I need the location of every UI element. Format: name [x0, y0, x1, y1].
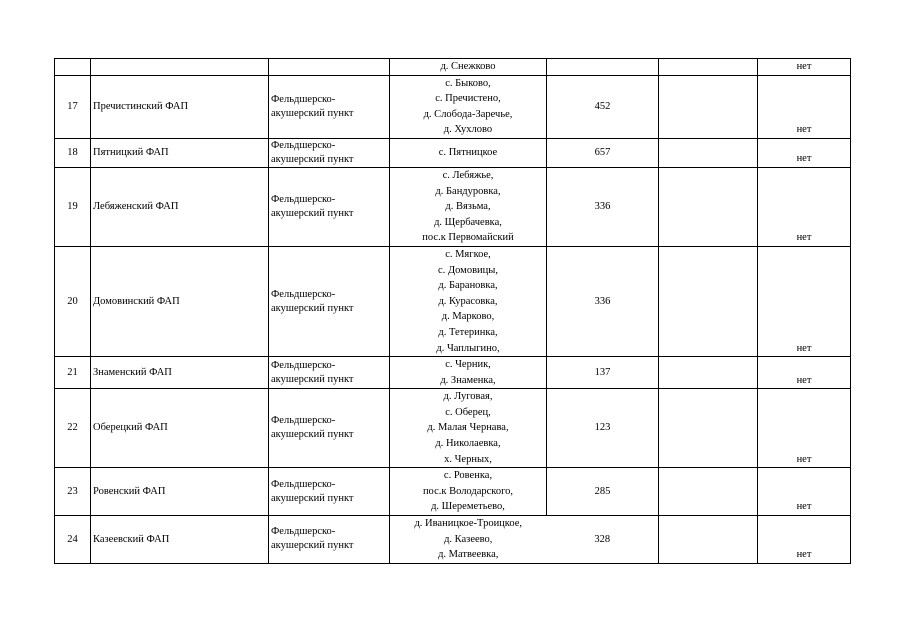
cell-name	[91, 59, 269, 76]
table-row	[55, 246, 851, 356]
cell-num: 21	[55, 357, 91, 389]
table-row	[55, 75, 851, 138]
cell-num: 18	[55, 138, 91, 167]
cell-empty	[659, 389, 758, 468]
cell-type	[269, 138, 390, 167]
cell-num: 17	[55, 75, 91, 138]
cell-name: Казеевский ФАП	[91, 516, 269, 564]
cell-settlements	[390, 357, 547, 389]
cell-num: 20	[55, 246, 91, 356]
settlement-line: пос.к Первомайский	[422, 232, 514, 244]
type-line: акушерский пункт	[271, 302, 354, 314]
settlement-line: д. Щербачевка,	[434, 216, 502, 228]
table-row	[55, 468, 851, 516]
settlement-line: пос.к Володарского,	[422, 485, 514, 497]
settlement-line: х. Черных,	[444, 453, 492, 465]
type-line: Фельдшерско-	[271, 288, 336, 300]
settlement-line: д. Снежково	[440, 61, 496, 72]
type-line: акушерский пункт	[271, 429, 354, 441]
settlement-line: с. Оберец,	[445, 406, 491, 418]
cell-empty	[659, 468, 758, 516]
cell-population: 657	[547, 138, 659, 167]
cell-name: Оберецкий ФАП	[91, 389, 269, 468]
cell-status: нет	[758, 75, 851, 138]
cell-name: Лебяженский ФАП	[91, 167, 269, 246]
cell-type	[269, 516, 390, 564]
settlement-line: с. Домовицы,	[438, 264, 498, 276]
cell-name: Домовинский ФАП	[91, 246, 269, 356]
cell-num: 23	[55, 468, 91, 516]
settlement-line: д. Малая Чернава,	[427, 422, 509, 434]
table-row-continued	[55, 59, 851, 76]
table-body	[55, 59, 851, 564]
type-line: акушерский пункт	[271, 373, 354, 385]
settlement-line: д. Иваницкое-Троицкое,	[414, 518, 523, 530]
cell-name: Пятницкий ФАП	[91, 138, 269, 167]
cell-status: нет	[758, 246, 851, 356]
settlement-line: д. Казеево,	[444, 533, 493, 545]
table-row	[55, 516, 851, 564]
settlement-line: с. Мягкое,	[445, 248, 491, 260]
type-line: Фельдшерско-	[271, 93, 336, 105]
table-row	[55, 167, 851, 246]
settlement-line: д. Бандуровка,	[435, 185, 501, 197]
settlement-line: д. Хухлово	[443, 124, 493, 136]
cell-empty	[659, 59, 758, 76]
settlement-line: д. Шереметьево,	[431, 501, 505, 513]
cell-type	[269, 389, 390, 468]
cell-empty	[659, 75, 758, 138]
settlement-line: д. Чаплыгино,	[436, 342, 500, 354]
table-row	[55, 389, 851, 468]
type-line: Фельдшерско-	[271, 415, 336, 427]
settlement-line: с. Быково,	[445, 77, 491, 89]
settlement-line: д. Слобода-Заречье,	[423, 108, 513, 120]
cell-status: нет	[758, 468, 851, 516]
fap-table	[54, 58, 851, 564]
settlement-line: с. Черник,	[445, 359, 491, 371]
cell-empty	[659, 167, 758, 246]
cell-empty	[659, 516, 758, 564]
cell-type	[269, 246, 390, 356]
cell-status: нет	[758, 59, 851, 76]
settlement-line: д. Вязьма,	[445, 201, 491, 213]
cell-empty	[659, 357, 758, 389]
cell-settlements	[390, 389, 547, 468]
cell-num: 19	[55, 167, 91, 246]
cell-population: 137	[547, 357, 659, 389]
settlement-line: д. Курасовка,	[438, 295, 498, 307]
cell-population: 328	[547, 516, 659, 564]
cell-status: нет	[758, 357, 851, 389]
cell-settlements	[390, 246, 547, 356]
type-line: акушерский пункт	[271, 492, 354, 504]
type-line: акушерский пункт	[271, 207, 354, 219]
type-line: Фельдшерско-	[271, 139, 336, 151]
cell-name: Пречистинский ФАП	[91, 75, 269, 138]
type-line: акушерский пункт	[271, 153, 354, 165]
cell-num: 24	[55, 516, 91, 564]
cell-status: нет	[758, 138, 851, 167]
cell-type	[269, 357, 390, 389]
table-row	[55, 357, 851, 389]
settlement-line: с. Лебяжье,	[442, 169, 494, 181]
type-line: Фельдшерско-	[271, 478, 336, 490]
settlement-line: д. Барановка,	[438, 280, 498, 292]
cell-settlements	[390, 59, 547, 76]
cell-type	[269, 59, 390, 76]
cell-population: 285	[547, 468, 659, 516]
settlement-line: с. Ровенка,	[443, 470, 493, 482]
cell-name: Ровенский ФАП	[91, 468, 269, 516]
settlement-line: д. Тетеринка,	[438, 326, 498, 338]
cell-status: нет	[758, 516, 851, 564]
cell-type	[269, 468, 390, 516]
cell-population: 336	[547, 167, 659, 246]
settlement-line: д. Матвеевка,	[438, 549, 499, 561]
cell-population: 123	[547, 389, 659, 468]
settlement-line: д. Марково,	[441, 311, 495, 323]
type-line: акушерский пункт	[271, 540, 354, 552]
cell-empty	[659, 138, 758, 167]
cell-type	[269, 75, 390, 138]
cell-name: Знаменский ФАП	[91, 357, 269, 389]
cell-settlements	[390, 468, 547, 516]
cell-settlements	[390, 516, 547, 564]
settlement-line: с. Пятницкое	[438, 147, 498, 159]
cell-num: 22	[55, 389, 91, 468]
cell-population: 452	[547, 75, 659, 138]
cell-status: нет	[758, 167, 851, 246]
settlement-line: д. Знаменка,	[440, 374, 496, 386]
cell-status: нет	[758, 389, 851, 468]
settlement-line: с. Пречистено,	[435, 93, 501, 105]
settlement-line: д. Луговая,	[443, 391, 493, 403]
cell-num	[55, 59, 91, 76]
cell-settlements	[390, 75, 547, 138]
cell-population: 336	[547, 246, 659, 356]
cell-settlements	[390, 138, 547, 167]
type-line: Фельдшерско-	[271, 359, 336, 371]
cell-settlements	[390, 167, 547, 246]
cell-empty	[659, 246, 758, 356]
type-line: Фельдшерско-	[271, 526, 336, 538]
settlement-line: д. Николаевка,	[435, 438, 501, 450]
cell-type	[269, 167, 390, 246]
type-line: Фельдшерско-	[271, 193, 336, 205]
type-line: акушерский пункт	[271, 107, 354, 119]
table-row	[55, 138, 851, 167]
cell-population	[547, 59, 659, 76]
